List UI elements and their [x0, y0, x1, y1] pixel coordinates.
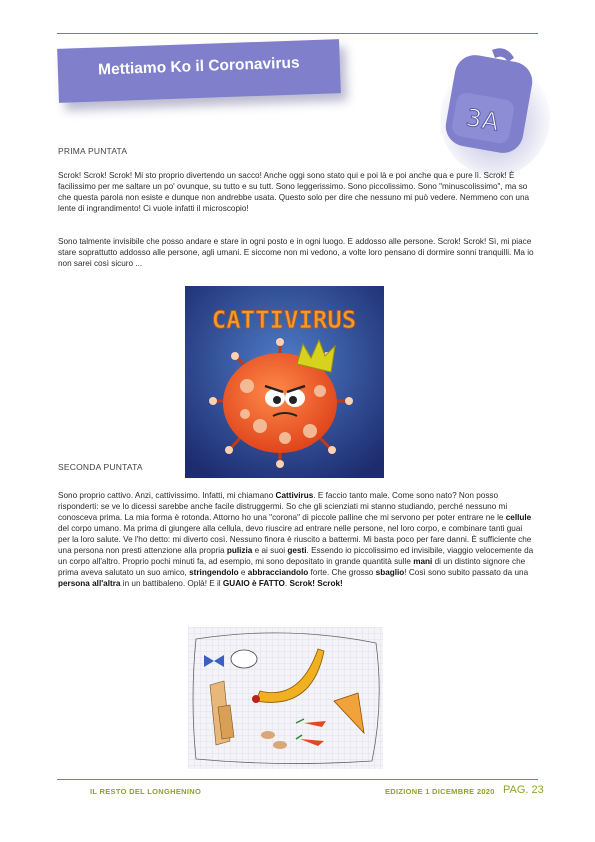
paragraph-2: Sono talmente invisibile che posso andare e stare in ogni posto e in ogni luogo. E addosso alle persone. Scrok! Scrok! Sì, mi piace stare soprattutto addosso alle persone, agli umani. E siccome non mi vedono, a volte loro pensano di dormire sonni tranquilli. Ma io non sarei così sicuro ...: [58, 237, 534, 268]
bottom-rule: [57, 779, 538, 780]
footer-edition: EDIZIONE 1 DICEMBRE 2020: [385, 787, 495, 796]
page-title: Mettiamo Ko il Coronavirus: [97, 54, 300, 79]
paragraph-1: Scrok! Scrok! Scrok! Mi sto proprio divertendo un sacco! Anche oggi sono stato qui e poi là e poi anche qua e pure lì. Scrok! È facilissimo per me saltare un po' ovunque, su tutto e su tutt. Sono leggerissimo. Sono piccolissimo. Sono "minuscolissimo", ma so che questa parola non esiste e dunque non andrebbe usata. Questo solo per dire che nessuno mi può vedere. Nemmeno con una lente di ingrandimento! Ci vuole infatti il microscopio!: [58, 171, 530, 213]
page-number: PAG. 23: [503, 784, 544, 796]
section-heading-1: PRIMA PUNTATA: [58, 146, 128, 156]
paragraph-3: Sono proprio cattivo. Anzi, cattivissimo. Infatti, mi chiamano Cattivirus. E faccio tanto male. Come sono nato? Non posso risponderti: se ve lo dicessi sarebbe anche facile distruggermi. So che gli scienziati mi stanno studiando, perché nessuno mi conosceva prima. La mia forma è rotonda. Attorno ho una "corona" di piccole palline che mi servono per poter entrare ne le cellule del corpo umano. Ma prima di giungere alla cellula, devo riuscire ad entrare nelle persone, nel loro corpo, e combinare tanti guai per la loro salute. Ve l'ho detto: mi diverto così. Nessuno finora è riuscito a battermi. Mi basta poco per fare danni. È sufficiente che una persona non presti attenzione alla propria pulizia e ai suoi gesti. Essendo io piccolissimo ed invisibile, viaggio velocemente da un corpo all'altro. Proprio pochi minuti fa, ad esempio, mi sono depositato in grande quantità sulle mani di un distinto signore che prima aveva salutato un suo amico, stringendolo e abbracciandolo forte. Che grosso sbaglio! Così sono subito passato da una persona all'altra in un battibaleno. Oplà! E il GUAIO è FATTO. Scrok! Scrok!: [58, 491, 534, 588]
hand-drawing-illustration: [188, 627, 383, 769]
top-rule: [57, 33, 538, 34]
class-badge: [440, 40, 550, 175]
class-label: 3A: [463, 103, 503, 137]
cattivirus-illustration: [185, 286, 384, 478]
footer-newspaper-name: IL RESTO DEL LONGHENINO: [90, 787, 202, 796]
title-banner: [57, 39, 341, 103]
section-heading-2: SECONDA PUNTATA: [58, 462, 143, 472]
cattivirus-title: CATTIVIRUS: [211, 306, 357, 334]
